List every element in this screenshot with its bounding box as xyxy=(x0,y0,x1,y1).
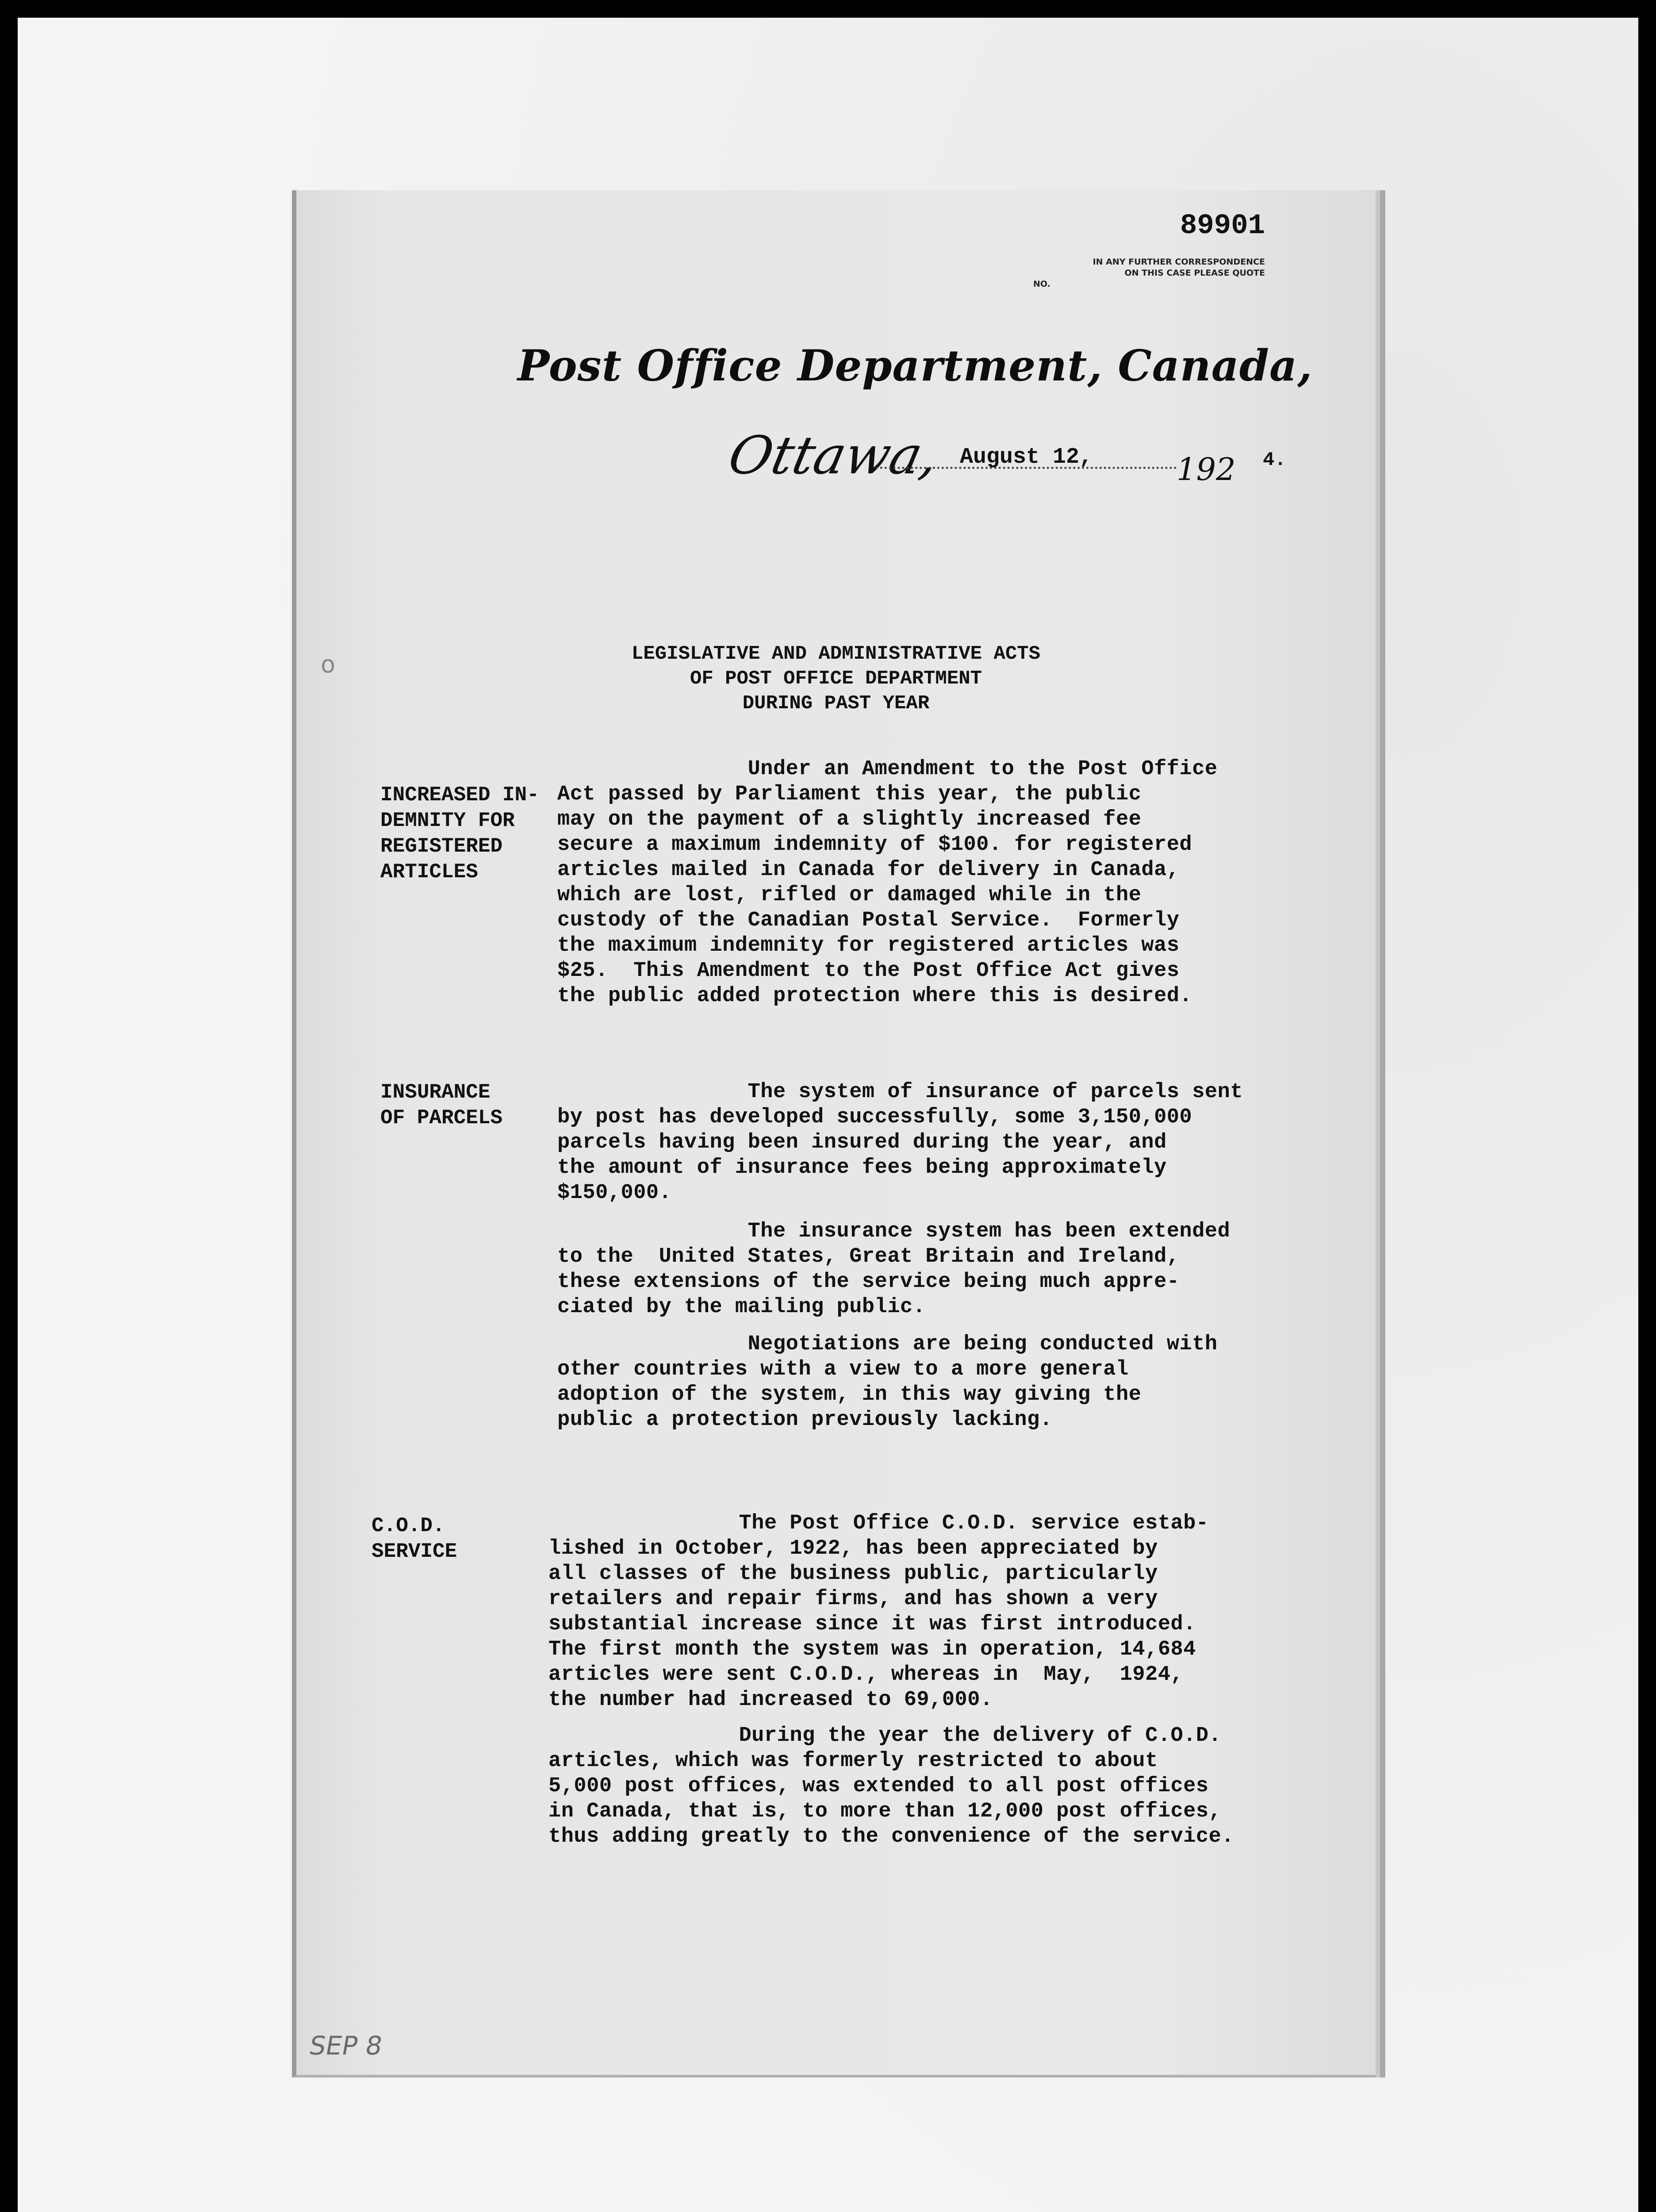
document-page xyxy=(292,190,1376,2078)
paragraph-insurance-1: The system of insurance of parcels sent by post has developed successfully, some 3,150,000 parcels having been insured during the year, and the amount of insurance fees being approximately $150,000. xyxy=(557,1080,1243,1205)
title-line: OF POST OFFICE DEPARTMENT xyxy=(690,668,982,690)
place-handwritten: Ottawa, xyxy=(723,425,945,486)
document-title xyxy=(296,641,1376,716)
paragraph-cod-1: The Post Office C.O.D. service estab- lished in October, 1922, has been appreciated by all classes of the business public, particularly retailers and repair firms, and has shown a very substantial increase since it was first introduced. The first month the system was in operation, 14,684 articles were sent C.O.D., whereas in May, 1924, the number had increased to 69,000. xyxy=(548,1512,1209,1712)
microfilm-frame xyxy=(18,18,1638,2212)
correspondence-note-line: IN ANY FURTHER CORRESPONDENCE xyxy=(1092,257,1265,267)
correspondence-note xyxy=(1031,257,1265,290)
year-handwritten: 192 xyxy=(1177,451,1236,488)
correspondence-note-line: NO. xyxy=(1033,279,1050,289)
correspondence-note-line: ON THIS CASE PLEASE QUOTE xyxy=(1124,268,1265,278)
letterhead: Post Office Department, Canada, xyxy=(518,341,1313,391)
title-line: DURING PAST YEAR xyxy=(742,692,930,714)
title-line: LEGISLATIVE AND ADMINISTRATIVE ACTS xyxy=(631,643,1041,665)
year-digit: 4. xyxy=(1263,449,1286,471)
paragraph-indemnity: Under an Amendment to the Post Office Act passed by Parliament this year, the public may on the payment of a slightly increased fee secure a maximum indemnity of $100. for registered articles mailed in Canada for delivery in Canada, which are lost, rifled or damaged while in the custody of the Canadian Postal Service. Formerly the maximum indemnity for registered articles was $25. This Amendment to the Post Office Act gives the public added protection where this is desired. xyxy=(557,757,1218,1008)
section-heading-indemnity: INCREASED IN- DEMNITY FOR REGISTERED ARTICLES xyxy=(380,783,539,883)
section-heading-cod: C.O.D. SERVICE xyxy=(372,1514,457,1563)
paragraph-cod-2: During the year the delivery of C.O.D. articles, which was formerly restricted to about 5,000 post offices, was extended to all post offices in Canada, that is, to more than 12,000 post offices, thus adding greatly to the convenience of the service. xyxy=(548,1724,1234,1848)
paragraph-insurance-3: Negotiations are being conducted with other countries with a view to a more general adoption of the system, in this way giving the public a protection previously lacking. xyxy=(557,1333,1218,1432)
corner-mark: o xyxy=(321,650,336,678)
section-heading-insurance: INSURANCE OF PARCELS xyxy=(380,1081,503,1129)
date-text: August 12, xyxy=(960,445,1093,470)
received-stamp: SEP 8 xyxy=(307,2031,385,2061)
file-number: 89901 xyxy=(1180,210,1265,242)
paragraph-insurance-2: The insurance system has been extended to the United States, Great Britain and Ireland, these extensions of the service being much appre- ciated by the mailing public. xyxy=(557,1220,1230,1319)
